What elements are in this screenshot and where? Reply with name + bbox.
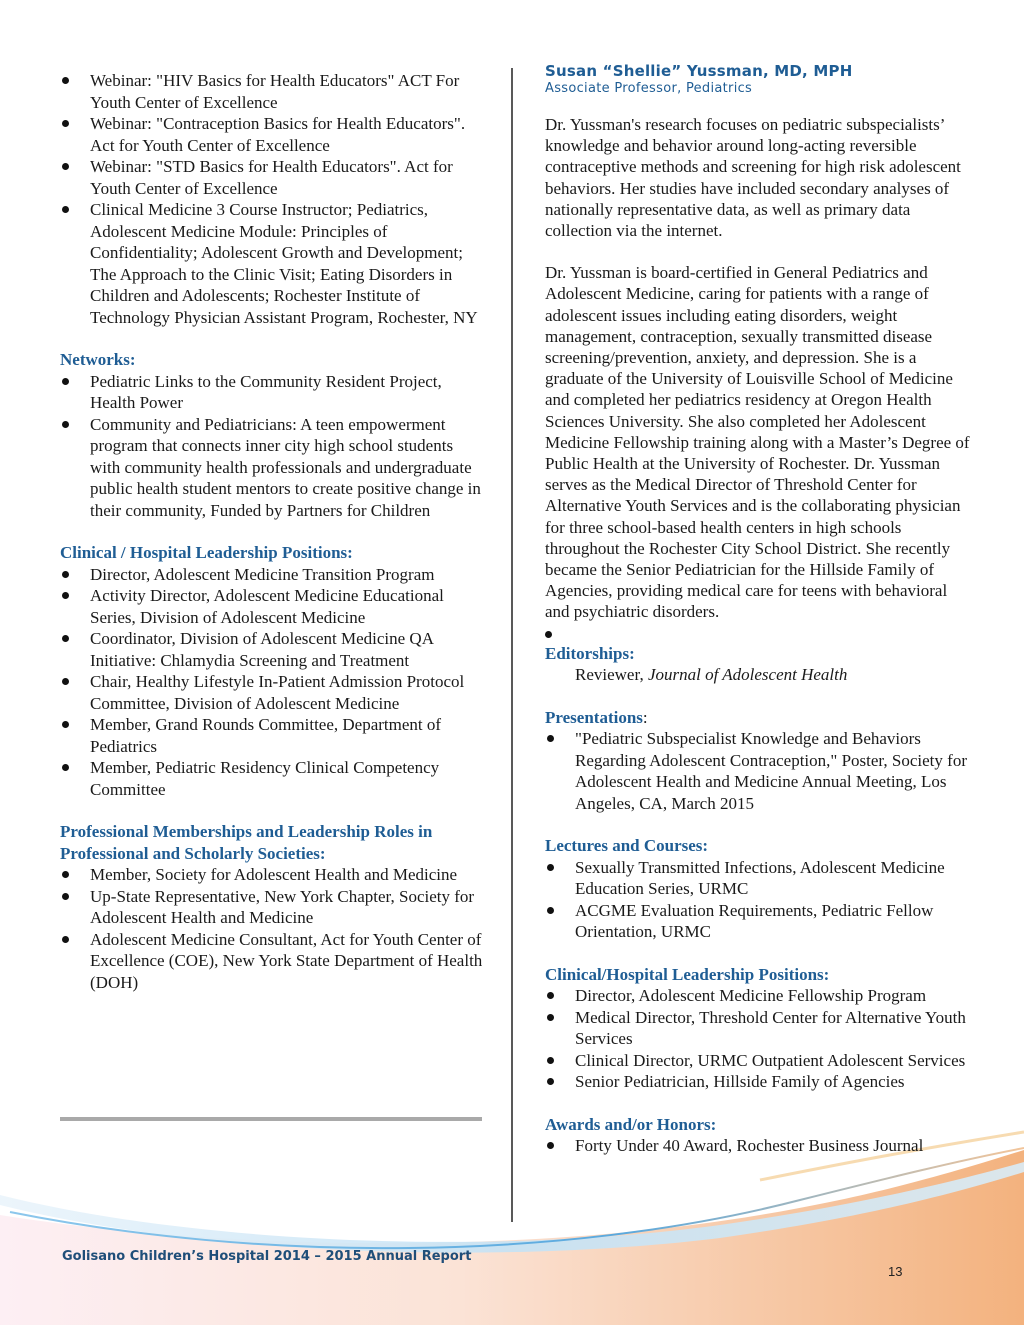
editorship-journal: Journal of Adolescent Health xyxy=(647,665,848,685)
list-item: Member, Pediatric Residency Clinical Competency Committee xyxy=(60,757,485,800)
annual-report-footer: Golisano Children’s Hospital 2014 – 2015 Annual Report xyxy=(62,1249,472,1264)
bio-paragraph: Dr. Yussman is board-certified in General Pediatrics and Adolescent Medicine, caring for patients with a range of adolescent issues including eating disorders, weight management, contraception, sexually transmitted disease screening/prevention, anxiety, and depression. She is a graduate of the University of Louisville School of Medicine and completed her pediatrics residency at Oregon Health Sciences University. She also completed her Adolescent Medicine Fellowship training along with a Master’s Degree of Public Health at the University of Rochester. Dr. Yussman serves as the Medical Director of Threshold Center for Alternative Youth Services and is the collaborating physician for three school-based health centers in high schools throughout the Rochester City School District. She recently became the Senior Pediatrician for the Hillside Family of Agencies, providing medical care for teens with behavioral and psychiatric disorders. xyxy=(545,263,970,622)
leadership-list xyxy=(60,564,485,801)
networks-heading: Networks: xyxy=(60,350,136,369)
awards-heading: Awards and/or Honors: xyxy=(545,1114,717,1134)
memberships-list xyxy=(60,864,485,993)
list-item: Senior Pediatrician, Hillside Family of Agencies xyxy=(545,1071,970,1093)
presentations-heading: Presentations: xyxy=(545,707,648,727)
list-item: Medical Director, Threshold Center for Alternative Youth Services xyxy=(545,1007,970,1050)
list-item: Forty Under 40 Award, Rochester Business Journal xyxy=(545,1135,970,1157)
awards-list xyxy=(545,1135,970,1157)
research-paragraph: Dr. Yussman's research focuses on pediatric subspecialists’ knowledge and behavior around long-acting reversible contraceptive methods and screening for high risk adolescent behaviors. Her studies have included secondary analyses of nationally representative data, as well as primary data collection via the internet. xyxy=(545,115,961,241)
list-item: Webinar: "STD Basics for Health Educators". Act for Youth Center of Excellence xyxy=(60,156,485,199)
leadership-heading: Clinical / Hospital Leadership Positions: xyxy=(60,543,353,562)
networks-list xyxy=(60,371,485,522)
list-item: "Pediatric Subspecialist Knowledge and Behaviors Regarding Adolescent Contraception," Poster, Society for Adolescent Health and Medicine Annual Meeting, Los Angeles, CA, March 2015 xyxy=(545,728,970,814)
list-item: Webinar: "HIV Basics for Health Educators" ACT For Youth Center of Excellence xyxy=(60,70,485,113)
list-item: Community and Pediatricians: A teen empowerment program that connects inner city high school students with community health professionals and undergraduate public health student mentors to create positive change in their community, Funded by Partners for Children xyxy=(60,414,485,522)
teaching-bullet-list xyxy=(60,70,485,328)
faculty-title: Associate Professor, Pediatrics xyxy=(545,81,753,96)
editorship-role: Reviewer, xyxy=(575,665,648,685)
right-leadership-heading: Clinical/Hospital Leadership Positions: xyxy=(545,964,830,984)
list-item: Director, Adolescent Medicine Transition Program xyxy=(60,564,485,586)
list-item: Webinar: "Contraception Basics for Health Educators". Act for Youth Center of Excellence xyxy=(60,113,485,156)
list-item: Member, Grand Rounds Committee, Department of Pediatrics xyxy=(60,714,485,757)
left-section-rule xyxy=(60,1117,482,1121)
right-leadership-list xyxy=(545,985,970,1093)
list-item: Clinical Director, URMC Outpatient Adolescent Services xyxy=(545,1050,970,1072)
list-item: Adolescent Medicine Consultant, Act for Youth Center of Excellence (COE), New York State Department of Health (DOH) xyxy=(60,929,485,994)
list-item: Coordinator, Division of Adolescent Medicine QA Initiative: Chlamydia Screening and Treatment xyxy=(60,628,485,671)
right-column xyxy=(545,62,970,1157)
presentations-list xyxy=(545,728,970,814)
editorship-entry xyxy=(545,664,970,686)
lectures-heading: Lectures and Courses: xyxy=(545,836,709,856)
list-item: Sexually Transmitted Infections, Adolescent Medicine Education Series, URMC xyxy=(545,857,970,900)
list-item: Up-State Representative, New York Chapter, Society for Adolescent Health and Medicine xyxy=(60,886,485,929)
left-column xyxy=(60,70,485,993)
faculty-name: Susan “Shellie” Yussman, MD, MPH xyxy=(545,62,853,80)
list-item: Chair, Healthy Lifestyle In-Patient Admission Protocol Committee, Division of Adolescent Medicine xyxy=(60,671,485,714)
empty-bullet xyxy=(545,631,552,638)
list-item: ACGME Evaluation Requirements, Pediatric Fellow Orientation, URMC xyxy=(545,900,970,943)
list-item: Director, Adolescent Medicine Fellowship Program xyxy=(545,985,970,1007)
lectures-list xyxy=(545,857,970,943)
editorships-heading: Editorships: xyxy=(545,643,635,663)
page-number: 13 xyxy=(888,1264,903,1279)
list-item: Pediatric Links to the Community Resident Project, Health Power xyxy=(60,371,485,414)
list-item: Member, Society for Adolescent Health and Medicine xyxy=(60,864,485,886)
list-item: Clinical Medicine 3 Course Instructor; Pediatrics, Adolescent Medicine Module: Principles of Confidentiality; Adolescent Growth and Development; The Approach to the Clinic Visit; Eating Disorders in Children and Adolescents; Rochester Institute of Technology Physician Assistant Program, Rochester, NY xyxy=(60,199,485,328)
list-item: Activity Director, Adolescent Medicine Educational Series, Division of Adolescent Medicine xyxy=(60,585,485,628)
memberships-heading: Professional Memberships and Leadership Roles in Professional and Scholarly Societies: xyxy=(60,822,433,863)
